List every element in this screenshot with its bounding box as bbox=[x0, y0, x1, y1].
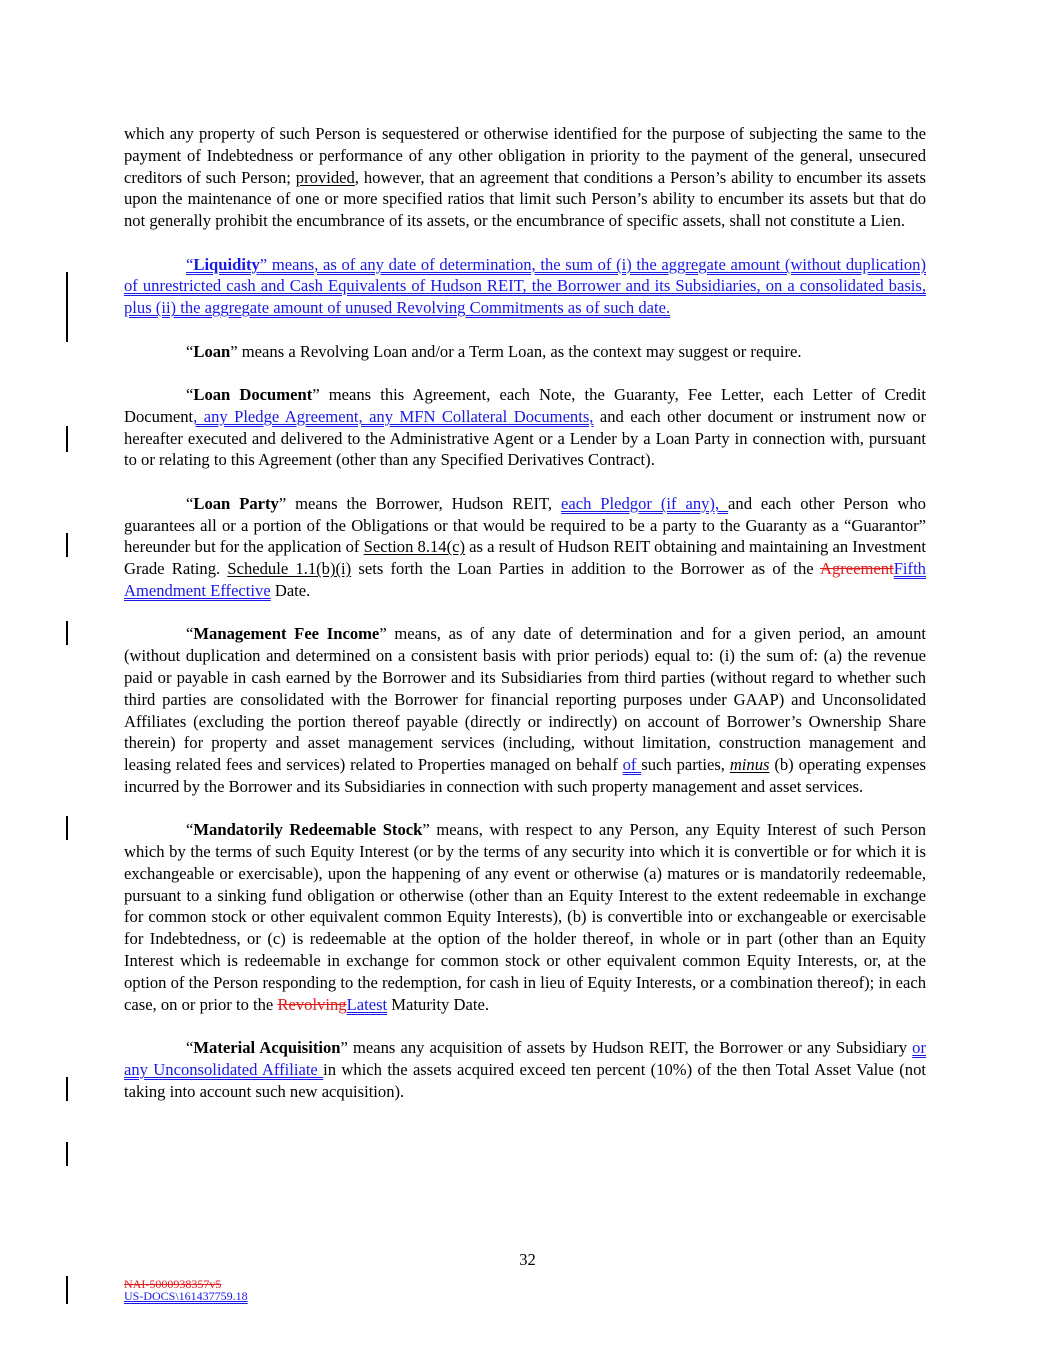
change-bar bbox=[66, 272, 68, 342]
text: in which the assets acquired exceed ten percent (10%) of the then Total Asset Value (not taking into account such new acquisition). bbox=[124, 1059, 926, 1101]
defined-term: Mandatorily Redeemable Stock bbox=[193, 820, 423, 840]
text: Maturity Date. bbox=[387, 994, 489, 1014]
text: ” means, as of any date of determination, the sum of (i) the aggregate amount (without duplication) of unrestricted cash and Cash Equivalents of Hudson REIT, the Borrower and its Subsidiaries, on a consolidated basis, plus (ii) the aggregate amount of unused Revolving Commitments as of such date. bbox=[124, 254, 926, 318]
document-body bbox=[124, 123, 926, 1124]
loan-document-definition: “Loan Document” means this Agreement, each Note, the Guaranty, Fee Letter, each Letter of Credit Document, any Pledge Agreement, any MFN Collateral Documents, and each other document or instrument now or hereafter executed and delivered to the Administrative Agent or a Lender by a Loan Party in connection with, pursuant to or relating to this Agreement (other than any Specified Derivatives Contract). bbox=[124, 384, 926, 470]
loan-party-definition: “Loan Party” means the Borrower, Hudson REIT, each Pledgor (if any), and each other Person who guarantees all or a portion of the Obligations or that would be required to be a party to the Guaranty as a “Guarantor” hereunder but for the application of Section 8.14(c) as a result of Hudson REIT obtaining and maintaining an Investment Grade Rating. Schedule 1.1(b)(i) sets forth the Loan Parties in addition to the Borrower as of the AgreementFifth Amendment Effective Date. bbox=[124, 493, 927, 600]
lien-definition-continuation bbox=[124, 123, 926, 232]
defined-term: Material Acquisition bbox=[193, 1038, 341, 1058]
text: ” means a Revolving Loan and/or a Term Loan, as the context may suggest or require. bbox=[230, 341, 802, 361]
text: and each other document or instrument now or hereafter executed and delivered to the Administrative Agent or a Lender by a Loan Party in connection with, pursuant to or relating to this Agreement (other than any Specified Derivatives Contract). bbox=[124, 406, 926, 470]
text: ” means this Agreement, each Note, the Guaranty, Fee Letter, each Letter of Credit Document bbox=[124, 384, 926, 426]
minus-term: minus bbox=[729, 755, 770, 775]
mandatorily-redeemable-stock-definition: “Mandatorily Redeemable Stock” means, with respect to any Person, any Equity Interest of such Person which by the terms of such Equity Interest (or by the terms of any security into which it is convertible or for which it is exchangeable or exercisable), upon the happening of any event or otherwise (a) matures or is mandatorily redeemable, pursuant to a sinking fund obligation or otherwise (other than an Equity Interest to the extent redeemable in exchange for common stock or other equivalent common Equity Interests), (b) is convertible into or exchangeable or exercisable for Indebtedness, or (c) is redeemable at the option of the holder thereof, in whole or in part (other than an Equity Interest which is redeemable in exchange for common stock or other equivalent common Equity Interests, or, at the option of the Person responding to the redemption, for cash in lieu of Equity Interests, or a combination thereof); in each case, on or prior to the RevolvingLatest Maturity Date. bbox=[124, 820, 926, 1014]
document-footer bbox=[124, 1278, 248, 1302]
loan-definition: “Loan” means a Revolving Loan and/or a Term Loan, as the context may suggest or require. bbox=[186, 341, 802, 361]
defined-term: Loan Party bbox=[193, 493, 279, 513]
text: and each other Person who guarantees all or a portion of the Obligations or that would be required to be a party to the Guaranty as a “Guarantor” hereunder but for the application of bbox=[124, 493, 926, 557]
inserted-text: each Pledgor (if any), bbox=[560, 493, 729, 513]
inserted-text: or any Unconsolidated Affiliate bbox=[124, 1038, 926, 1079]
management-fee-income-definition: “Management Fee Income” means, as of any date of determination and for a given period, an amount (without duplication and determined on a consistent basis with prior periods) equal to: (i) the sum of: (a) the revenue paid or payable in cash earned by the Borrower and its Subsidiaries from third parties (without regard to whether such third parties are consolidated with the Borrower for financial reporting purposes under GAAP) and Unconsolidated Affiliates (excluding the portion thereof payable (directly or indirectly) on account of Borrower’s Ownership Share therein) for property and asset management services (including, without limitation, construction management and leasing related fees and services) related to Properties managed on behalf of such parties, minus (b) operating expenses incurred by the Borrower and its Subsidiaries in connection with such property management and asset services. bbox=[124, 624, 927, 796]
text: which any property of such Person is sequestered or otherwise identified for the purpose of subjecting the same to the payment of Indebtedness or performance of any other obligation in priority to the payment of the general, unsecured creditors of such Person; bbox=[124, 124, 926, 187]
text: as a result of Hudson REIT obtaining and maintaining an Investment Grade Rating. bbox=[124, 537, 927, 579]
schedule-reference: Schedule 1.1(b)(i) bbox=[227, 559, 352, 579]
change-bar bbox=[66, 533, 68, 557]
defined-term: Liquidity bbox=[193, 254, 260, 274]
inserted-text: Fifth Amendment Effective bbox=[124, 559, 926, 600]
change-bar bbox=[66, 1077, 68, 1101]
defined-term: Loan Document bbox=[193, 384, 313, 404]
change-bar bbox=[66, 816, 68, 840]
liquidity-definition: “Liquidity” means, as of any date of determination, the sum of (i) the aggregate amount (without duplication) of unrestricted cash and Cash Equivalents of Hudson REIT, the Borrower and its Subsidiaries, on a consolidated basis, plus (ii) the aggregate amount of unused Revolving Commitments as of such date. bbox=[124, 254, 926, 318]
inserted-text: of bbox=[622, 755, 642, 775]
text: such parties, bbox=[641, 755, 730, 775]
change-bar bbox=[66, 1276, 68, 1304]
deleted-text: Revolving bbox=[277, 994, 347, 1014]
text: ” means, with respect to any Person, any Equity Interest of such Person which by the terms of such Equity Interest (or by the terms of any security into which it is convertible or for which it is exchangeable or exercisable), upon the happening of any event or otherwise (a) matures or is mandatorily redeemable, pursuant to a sinking fund obligation or otherwise (other than an Equity Interest to the extent redeemable in exchange for common stock or other equivalent common Equity Interests), (b) is convertible into or exchangeable or exercisable for Indebtedness, or (c) is redeemable at the option of the holder thereof, in whole or in part (other than an Equity Interest which is redeemable in exchange for common stock or other equivalent common Equity Interests, or, at the option of the Person responding to the redemption, for cash in lieu of Equity Interests, or a combination thereof); in each case, on or prior to the bbox=[124, 820, 926, 1014]
new-document-id: US-DOCS\161437759.18 bbox=[124, 1289, 248, 1303]
defined-term: Management Fee Income bbox=[193, 624, 380, 644]
provided-term: provided bbox=[295, 167, 355, 187]
change-bar bbox=[66, 1142, 68, 1166]
text: ” means, as of any date of determination and for a given period, an amount (without duplication and determined on a consistent basis with prior periods) equal to: (i) the sum of: (a) the revenue paid or payable in cash earned by the Borrower and its Subsidiaries from third parties (without regard to whether such third parties are consolidated with the Borrower for financial reporting purposes under GAAP) and Unconsolidated Affiliates (excluding the portion thereof payable (directly or indirectly) on account of Borrower’s Ownership Share therein) for property and asset management services (including, without limitation, construction management and leasing related fees and services) related to Properties managed on behalf bbox=[124, 624, 927, 775]
old-document-id: NAI-5000938357v5 bbox=[124, 1277, 222, 1291]
defined-term: Loan bbox=[193, 341, 231, 361]
text: (b) operating expenses incurred by the Borrower and its Subsidiaries in connection with such property management and asset services. bbox=[124, 755, 926, 796]
inserted-text: Latest bbox=[346, 994, 388, 1014]
material-acquisition-definition: “Material Acquisition” means any acquisition of assets by Hudson REIT, the Borrower or any Subsidiary or any Unconsolidated Affiliate in which the assets acquired exceed ten percent (10%) of the then Total Asset Value (not taking into account such new acquisition). bbox=[124, 1038, 926, 1101]
text: , however, that an agreement that conditions a Person’s ability to encumber its assets upon the maintenance of one or more specified ratios that limit such Person’s ability to encumber its assets but that do not generally prohibit the encumbrance of its assets, or the encumbrance of specific assets, shall not constitute a Lien. bbox=[124, 167, 927, 231]
text: sets forth the Loan Parties in addition to the Borrower as of the bbox=[351, 559, 820, 579]
deleted-text: Agreement bbox=[819, 559, 894, 579]
section-reference: Section 8.14(c) bbox=[363, 537, 465, 557]
inserted-text: , any Pledge Agreement, any MFN Collateral Documents, bbox=[193, 406, 594, 426]
page-number: 32 bbox=[519, 1250, 536, 1269]
change-bar bbox=[66, 426, 68, 452]
text: ” means the Borrower, Hudson REIT, bbox=[278, 493, 561, 513]
text: Date. bbox=[270, 580, 311, 600]
text: ” means any acquisition of assets by Hudson REIT, the Borrower or any Subsidiary bbox=[340, 1038, 913, 1058]
change-bar bbox=[66, 621, 68, 645]
